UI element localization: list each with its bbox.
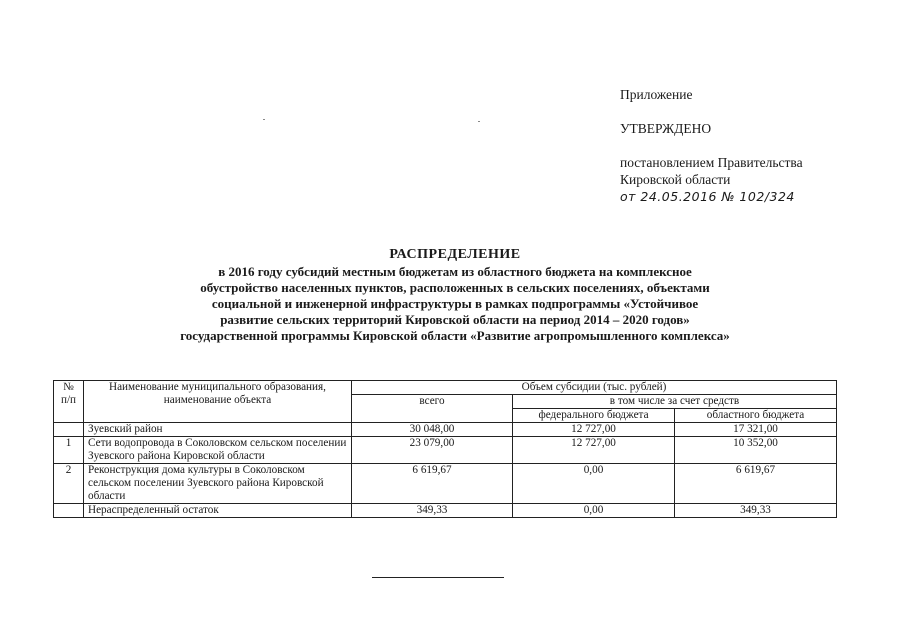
scan-speck xyxy=(263,119,265,120)
approval-block xyxy=(620,86,803,205)
cell-total: 23 079,00 xyxy=(352,437,513,464)
cell-name: Сети водопровода в Соколовском сельском поселении Зуевского района Кировской области xyxy=(84,437,352,464)
cell-regional: 6 619,67 xyxy=(675,464,837,504)
decree-line: постановлением Правительства xyxy=(620,155,803,170)
header-regional: областного бюджета xyxy=(675,409,837,423)
cell-name: Зуевский район xyxy=(84,423,352,437)
cell-federal: 0,00 xyxy=(513,504,675,518)
table-row xyxy=(54,464,837,504)
cell-name: Реконструкция дома культуры в Соколовском сельском поселении Зуевского района Кировской области xyxy=(84,464,352,504)
header-row xyxy=(54,381,837,395)
cell-total: 30 048,00 xyxy=(352,423,513,437)
approved-label: УТВЕРЖДЕНО xyxy=(620,121,712,136)
table-row xyxy=(54,423,837,437)
document-title xyxy=(110,247,800,344)
header-volume: Объем субсидии (тыс. рублей) xyxy=(352,381,837,395)
distribution-table xyxy=(53,380,837,518)
cell-federal: 0,00 xyxy=(513,464,675,504)
title-subtitle: в 2016 году субсидий местным бюджетам из областного бюджета на комплексное обустройство населенных пунктов, расположенных в сельских поселениях, объектами социальной и инженерной инфраструктуры в рамках подпрограммы «Устойчивое развитие сельских территорий Кировской области на период 2014 – 2020 годов» государственной программы Кировской области «Развитие агропромышленного комплекса» xyxy=(180,264,730,343)
cell-regional: 349,33 xyxy=(675,504,837,518)
decree-date-number: от 24.05.2016 № 102/324 xyxy=(620,189,795,204)
title-heading: РАСПРЕДЕЛЕНИЕ xyxy=(389,247,521,262)
cell-number: 2 xyxy=(54,464,84,504)
cell-total: 349,33 xyxy=(352,504,513,518)
cell-name: Нераспределенный остаток xyxy=(84,504,352,518)
scan-speck xyxy=(478,121,480,122)
closing-divider xyxy=(372,577,504,578)
cell-number xyxy=(54,504,84,518)
header-name: Наименование муниципального образования, наименование объекта xyxy=(84,381,352,423)
header-federal: федерального бюджета xyxy=(513,409,675,423)
cell-number xyxy=(54,423,84,437)
header-number: № п/п xyxy=(54,381,84,423)
cell-federal: 12 727,00 xyxy=(513,423,675,437)
cell-regional: 17 321,00 xyxy=(675,423,837,437)
table-row xyxy=(54,437,837,464)
appendix-label: Приложение xyxy=(620,87,693,102)
cell-federal: 12 727,00 xyxy=(513,437,675,464)
cell-number: 1 xyxy=(54,437,84,464)
header-total: всего xyxy=(352,395,513,423)
header-including: в том числе за счет средств xyxy=(513,395,837,409)
table-row xyxy=(54,504,837,518)
decree-region: Кировской области xyxy=(620,172,731,187)
cell-regional: 10 352,00 xyxy=(675,437,837,464)
cell-total: 6 619,67 xyxy=(352,464,513,504)
